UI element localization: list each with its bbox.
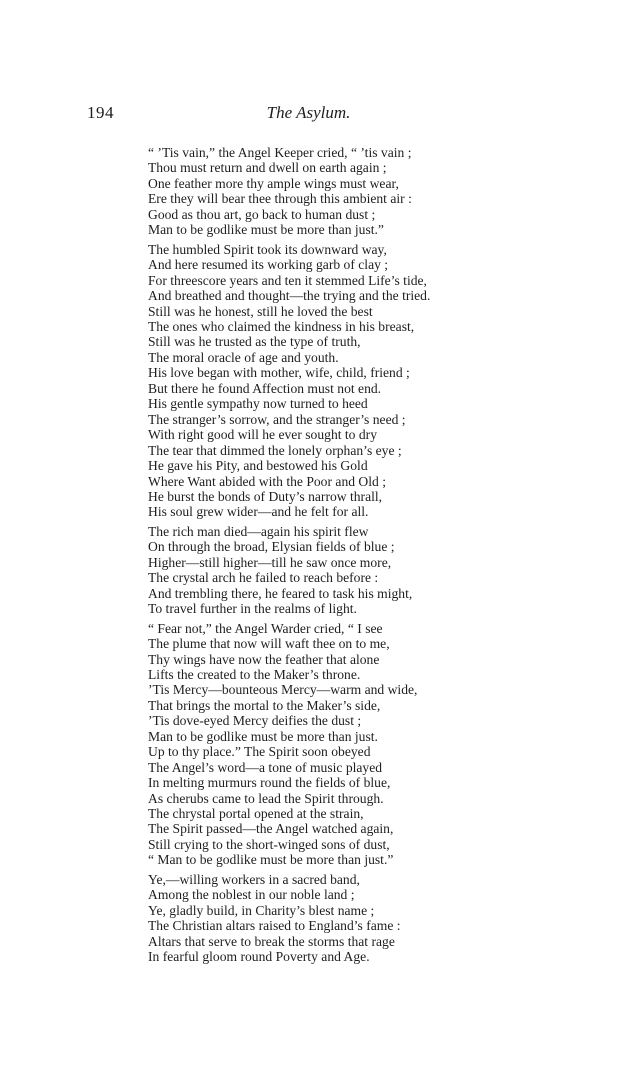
poem-line: As cherubs came to lead the Spirit through. [148,790,384,806]
poem-line: He gave his Pity, and bestowed his Gold [148,458,368,474]
poem-line: Man to be godlike must be more than just. [148,728,378,744]
poem-line: Good as thou art, go back to human dust ; [148,206,376,222]
poem-line: Ye,—willing workers in a sacred band, [148,871,360,887]
poem-line: Altars that serve to break the storms that rage [148,933,395,949]
poem-line: The humbled Spirit took its downward way, [148,241,387,257]
stanza [148,242,598,520]
poem-line: On through the broad, Elysian fields of blue ; [148,539,395,555]
stanza [148,872,598,965]
poem-line: And trembling there, he feared to task his might, [148,585,413,601]
poem-line: Ere they will bear thee through this ambient air : [148,191,412,207]
poem-line: Among the noblest in our noble land ; [148,887,355,903]
poem-line: Lifts the created to the Maker’s throne. [148,666,361,682]
poem-line: The rich man died—again his spirit flew [148,523,369,539]
poem-line: And breathed and thought—the trying and the tried. [148,288,431,304]
poem-line: “ ’Tis vain,” the Angel Keeper cried, “ ’tis vain ; [148,145,412,160]
poem-line: The stranger’s sorrow, and the stranger’s need ; [148,411,406,427]
poem-line: ’Tis Mercy—bounteous Mercy—warm and wide, [148,682,418,698]
poem-line: He burst the bonds of Duty’s narrow thrall, [148,488,383,504]
poem-line: Where Want abided with the Poor and Old ; [148,473,386,489]
poem-line: One feather more thy ample wings must wear, [148,175,399,191]
poem-line: The ones who claimed the kindness in his breast, [148,318,415,334]
poem-line: Still was he honest, still he loved the best [148,303,373,319]
running-title: The Asylum. [266,103,351,122]
poem-line: Thou must return and dwell on earth again ; [148,160,387,176]
poem-line: Still was he trusted as the type of truth, [148,334,361,350]
poem-line: That brings the mortal to the Maker’s side, [148,697,381,713]
poem-line: The crystal arch he failed to reach before : [148,570,379,586]
poem-line: The chrystal portal opened at the strain, [148,806,364,822]
poem-line: With right good will he ever sought to dry [148,427,378,443]
poem-line: The Christian altars raised to England’s fame : [148,918,401,934]
poem-line: In melting murmurs round the fields of blue, [148,775,391,791]
page-number: 194 [87,103,114,122]
poem-line: The Spirit passed—the Angel watched again, [148,821,394,837]
stanza [148,145,598,238]
poem-line: ’Tis dove-eyed Mercy deifies the dust ; [148,713,362,729]
poem-body [148,145,598,969]
stanza [148,621,598,868]
poem-line: “ Fear not,” the Angel Warder cried, “ I see [148,620,383,636]
poem-line: In fearful gloom round Poverty and Age. [148,949,370,965]
poem-line: Ye, gladly build, in Charity’s blest name ; [148,902,375,918]
poem-line: For threescore years and ten it stemmed Life’s tide, [148,272,427,288]
poem-line: Higher—still higher—till he saw once more, [148,554,392,570]
poem-line: His love began with mother, wife, child, friend ; [148,365,410,381]
poem-line: His soul grew wider—and he felt for all. [148,504,369,520]
poem-line: But there he found Affection must not end. [148,380,382,396]
poem-line: And here resumed its working garb of clay ; [148,257,389,273]
poem-line: The Angel’s word—a tone of music played [148,759,383,775]
poem-line: Up to thy place.” The Spirit soon obeyed [148,744,371,760]
poem-line: To travel further in the realms of light. [148,601,357,617]
poem-line: Still crying to the short-winged sons of dust, [148,836,390,852]
poem-line: His gentle sympathy now turned to heed [148,396,368,412]
stanza [148,524,598,617]
poem-line: Thy wings have now the feather that alone [148,651,380,667]
poem-line: The moral oracle of age and youth. [148,349,339,365]
poem-line: The tear that dimmed the lonely orphan’s eye ; [148,442,402,458]
poem-line: “ Man to be godlike must be more than just.” [148,852,394,868]
poem-line: The plume that now will waft thee on to me, [148,636,390,652]
poem-line: Man to be godlike must be more than just.” [148,222,384,238]
